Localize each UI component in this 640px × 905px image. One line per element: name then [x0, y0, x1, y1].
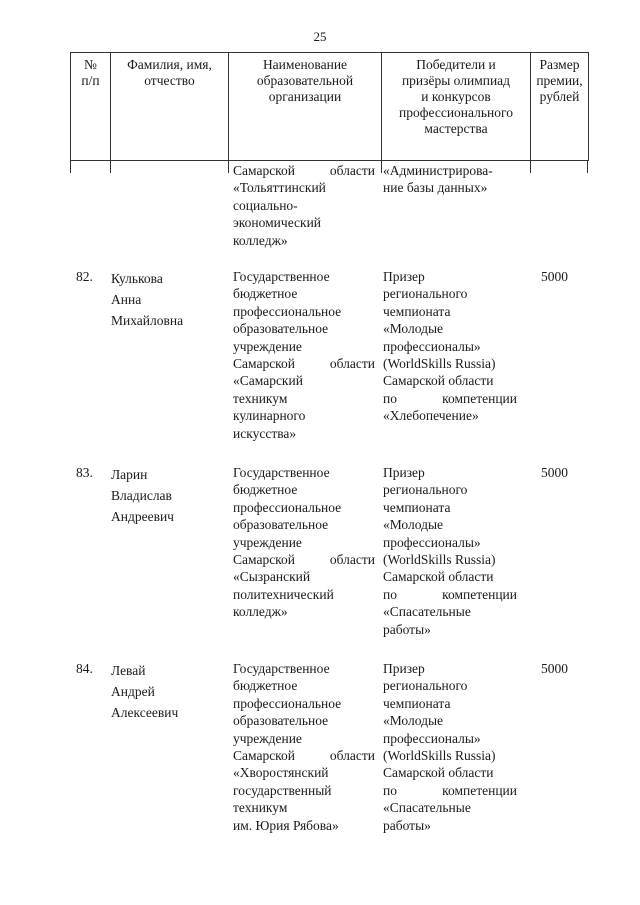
border-stub [530, 160, 531, 173]
text-line: (WorldSkills Russia) [383, 356, 496, 372]
text-line: профессиональное [233, 303, 342, 319]
text-line: «Хлебопечение» [383, 408, 479, 424]
text-line: Призер [383, 269, 425, 284]
text-line: «Самарский [233, 373, 303, 389]
text-line: техникум [233, 800, 288, 816]
text-word: области [329, 552, 375, 568]
text-line: Левай [111, 663, 146, 678]
text-word: по [383, 782, 397, 798]
text-line: бюджетное [233, 482, 298, 498]
text-line: «Молодые [383, 517, 444, 533]
text-line: Андрей [111, 684, 155, 699]
text-line: Анна [111, 292, 142, 307]
page-number: 25 [313, 29, 327, 44]
text-line: образовательное [233, 517, 329, 533]
text-line: «Администрирова- [383, 163, 493, 178]
text-line: Кулькова [111, 271, 163, 286]
text-line: бюджетное [233, 286, 298, 302]
text-line: регионального [383, 482, 468, 498]
header-num: № п/п [71, 53, 111, 161]
text-line: Государственное [233, 465, 330, 480]
text-line [233, 747, 375, 764]
text-line: бюджетное [233, 678, 298, 694]
text-line: им. Юрия Рябова» [233, 817, 339, 833]
border-stub [381, 160, 382, 173]
text-line [383, 782, 517, 799]
header-name: Фамилия, имя, отчество [111, 53, 229, 161]
text-line: чемпионата [383, 499, 451, 515]
text-line: Самарской области [383, 373, 494, 389]
text-word: по [383, 586, 397, 602]
text-line: Самарской области [383, 569, 494, 585]
text-line: учреждение [233, 534, 302, 550]
text-line: «Молодые [383, 713, 444, 729]
text-word: области [329, 163, 375, 178]
text-line [233, 162, 375, 179]
text-line: ние базы данных» [383, 180, 488, 196]
text-line: «Спасательные [383, 604, 471, 620]
text-word: Самарской [233, 748, 296, 764]
text-word: компетенции [442, 586, 517, 602]
text-line: (WorldSkills Russia) [383, 552, 496, 568]
header-org: Наименование образовательной организации [229, 53, 382, 161]
text-line [383, 390, 517, 407]
text-line: образовательное [233, 713, 329, 729]
row-number: 84. [76, 661, 93, 676]
text-word: компетенции [442, 390, 517, 406]
text-line: «Тольяттинский [233, 180, 326, 196]
text-line: «Спасательные [383, 800, 471, 816]
text-line: работы» [383, 621, 431, 637]
text-line: Государственное [233, 661, 330, 676]
text-line: учреждение [233, 338, 302, 354]
border-stub [228, 160, 229, 173]
text-word: области [329, 356, 375, 372]
border-stub [110, 160, 111, 173]
text-line: Государственное [233, 269, 330, 284]
text-line: колледж» [233, 232, 288, 248]
text-line: колледж» [233, 604, 288, 620]
text-line: регионального [383, 678, 468, 694]
text-line: Призер [383, 661, 425, 676]
text-line: Андреевич [111, 509, 174, 524]
text-line: (WorldSkills Russia) [383, 748, 496, 764]
header-award: Победители и призёры олимпиад и конкурсов профессионального мастерства [382, 53, 531, 161]
text-line: кулинарного [233, 408, 306, 424]
text-line: искусства» [233, 425, 297, 441]
text-line: Алексеевич [111, 705, 179, 720]
text-line: Михайловна [111, 313, 184, 328]
text-line: государственный [233, 782, 332, 798]
text-line: учреждение [233, 730, 302, 746]
text-word: компетенции [442, 782, 517, 798]
text-line [383, 586, 517, 603]
prize-amount: 5000 [541, 269, 568, 284]
text-word: Самарской [233, 552, 296, 568]
text-line: Ларин [111, 467, 148, 482]
text-line: «Сызранский [233, 569, 311, 585]
text-line: «Хворостянский [233, 765, 329, 781]
organization [233, 464, 375, 621]
text-line: Владислав [111, 488, 172, 503]
text-line: регионального [383, 286, 468, 302]
text-line: экономический [233, 215, 322, 231]
text-line: Самарской области [383, 765, 494, 781]
text-line [233, 355, 375, 372]
prize-amount: 5000 [541, 661, 568, 676]
person-name [111, 268, 183, 331]
text-word: Самарской [233, 356, 296, 372]
border-stub [587, 160, 588, 173]
award-description [383, 268, 517, 425]
person-name [111, 464, 174, 527]
text-line: социально- [233, 197, 298, 213]
text-line: профессиональное [233, 499, 342, 515]
prize-amount: 5000 [541, 465, 568, 480]
text-line: «Молодые [383, 321, 444, 337]
header-prize: Размер премии, рублей [531, 53, 589, 161]
text-line: политехнический [233, 586, 334, 602]
text-line: образовательное [233, 321, 329, 337]
text-line: Призер [383, 465, 425, 480]
table-header [70, 52, 589, 161]
text-line: профессионалы» [383, 338, 481, 354]
person-name [111, 660, 178, 723]
text-word: области [329, 748, 375, 764]
text-line: профессиональное [233, 695, 342, 711]
award-description [383, 464, 517, 638]
row-number: 82. [76, 269, 93, 284]
text-line: чемпионата [383, 695, 451, 711]
text-word: по [383, 390, 397, 406]
row-number: 83. [76, 465, 93, 480]
text-line: профессионалы» [383, 730, 481, 746]
text-line [233, 551, 375, 568]
text-line: профессионалы» [383, 534, 481, 550]
organization [233, 660, 375, 834]
organization [233, 268, 375, 442]
border-stub [70, 160, 71, 173]
text-word: Самарской [233, 163, 296, 178]
text-line: техникум [233, 390, 288, 406]
continuation-org [233, 162, 375, 249]
text-line: чемпионата [383, 303, 451, 319]
award-description [383, 660, 517, 834]
continuation-award [383, 162, 517, 197]
text-line: работы» [383, 817, 431, 833]
